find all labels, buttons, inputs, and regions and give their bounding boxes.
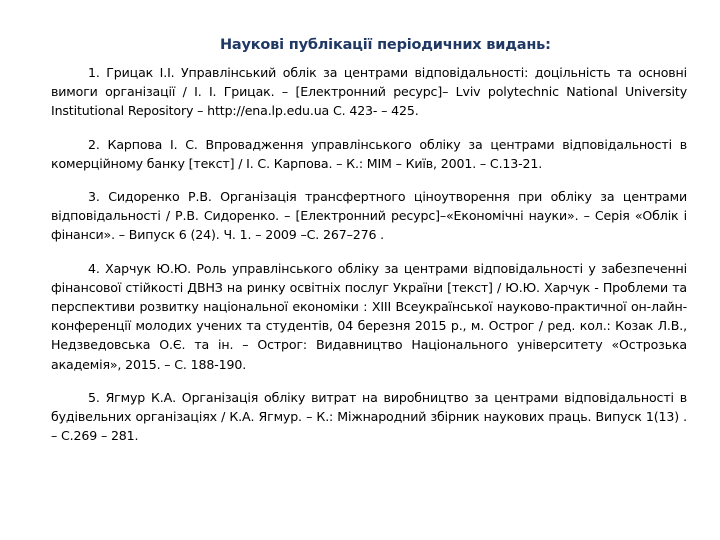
reference-item-4: 4. Харчук Ю.Ю. Роль управлінського обліку за центрами відповідальності у забезпеченні фінансової стійкості ДВНЗ на ринку освітніх послуг України [текст] / Ю.Ю. Харчук - Проблеми та перспективи розвитку національної економіки : ХІІІ Всеукраїнської науково-практичної он-лайн-конференції молодих учених та студентів, 04 березня 2015 р., м. Острог / ред. кол.: Козак Л.В., Недзведовська О.Є. та ін. – Острог: Видавництво Національного університету «Острозька академія», 2015. – С. 188-190. <box>51 260 687 372</box>
reference-item-5: 5. Ягмур К.А. Організація обліку витрат на виробництво за центрами відповідальності в будівельних організаціях / К.А. Ягмур. – К.: Міжнародний збірник наукових праць. Випуск 1(13) . – С.269 – 281. <box>51 389 687 444</box>
reference-list <box>51 63 687 445</box>
reference-item-1: 1. Грицак І.І. Управлінський облік за центрами відповідальності: доцільність та основні вимоги організації / І. І. Грицак. – [Електронний ресурс]– Lviv polytechnic National University Institutional Repository – http://ena.lp.edu.ua С. 423- – 425. <box>51 65 687 119</box>
page-title: Наукові публікації періодичних видань: <box>220 37 551 53</box>
reference-item-3: 3. Сидоренко Р.В. Організація трансфертного ціноутворення при обліку за центрами відповідальності / Р.В. Сидоренко. – [Електронний ресурс]–«Економічні науки». – Серія «Облік і фінанси». – Випуск 6 (24). Ч. 1. – 2009 –С. 267–276 . <box>51 189 687 243</box>
reference-item-2: 2. Карпова І. С. Впровадження управлінського обліку за центрами відповідальності в комерційному банку [текст] / І. С. Карпова. – К.: МІМ – Київ, 2001. – С.13-21. <box>51 136 687 171</box>
